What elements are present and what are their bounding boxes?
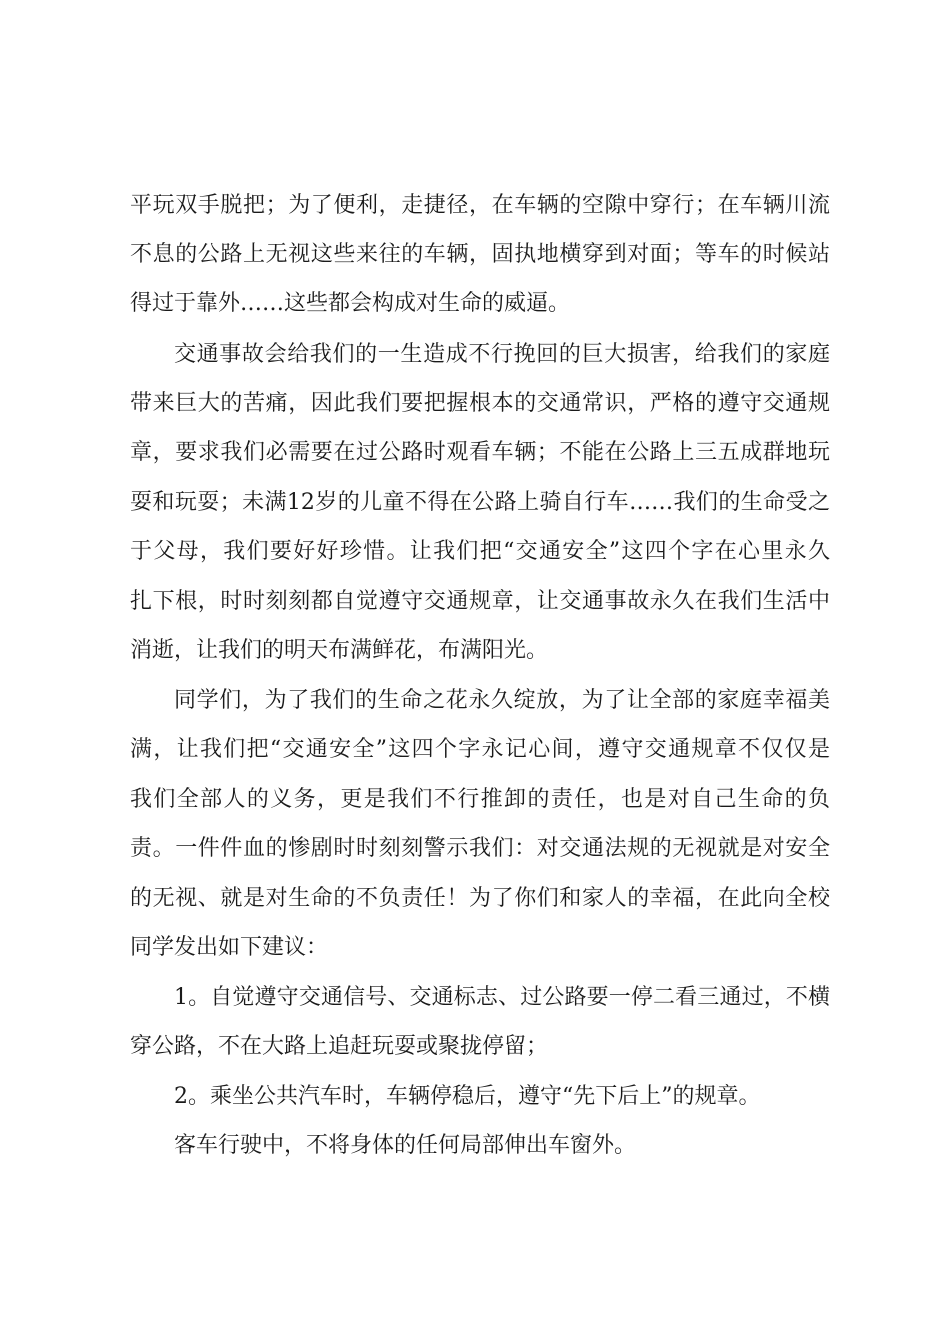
- paragraph-2-line-6: 扎下根，时时刻刻都自觉遵守交通规章，让交通事故永久在我们生活中: [130, 589, 830, 614]
- paragraph-3-line-6: 同学发出如下建议：: [130, 935, 329, 960]
- paragraph-2-line-7: 消逝，让我们的明天布满鲜花，布满阳光。: [130, 638, 549, 663]
- paragraph-2-line-5: 于父母，我们要好好珍惜。让我们把“交通安全”这四个字在心里永久: [130, 539, 830, 564]
- paragraph-3-line-4: 责。一件件血的惨剧时时刻刻警示我们：对交通法规的无视就是对安全: [130, 836, 830, 861]
- paragraph-4-line-1: 1。自觉遵守交通信号、交通标志、过公路要一停二看三通过，不横: [174, 985, 830, 1010]
- paragraph-3-line-1: 同学们，为了我们的生命之花永久绽放，为了让全部的家庭幸福美: [174, 688, 830, 713]
- paragraph-2-line-1: 交通事故会给我们的一生造成不行挽回的巨大损害，给我们的家庭: [174, 342, 830, 367]
- paragraph-1-line-3: 得过于靠外……这些都会构成对生命的威逼。: [130, 291, 571, 316]
- paragraph-3-line-3: 我们全部人的义务，更是我们不行推卸的责任，也是对自己生命的负: [130, 787, 830, 812]
- paragraph-2-line-2: 带来巨大的苦痛，因此我们要把握根本的交通常识，严格的遵守交通规: [130, 391, 830, 416]
- paragraph-1-line-2: 不息的公路上无视这些来往的车辆，固执地横穿到对面；等车的时候站: [130, 242, 830, 267]
- paragraph-2-line-3: 章，要求我们必需要在过公路时观看车辆；不能在公路上三五成群地玩: [130, 440, 830, 465]
- paragraph-6-line-1: 客车行驶中，不将身体的任何局部伸出车窗外。: [174, 1133, 637, 1158]
- paragraph-3-line-5: 的无视、就是对生命的不负责任！为了你们和家人的幸福，在此向全校: [130, 886, 830, 911]
- paragraph-5-line-1: 2。乘坐公共汽车时，车辆停稳后，遵守“先下后上”的规章。: [174, 1084, 761, 1109]
- paragraph-1-line-1: 平玩双手脱把；为了便利，走捷径，在车辆的空隙中穿行；在车辆川流: [130, 193, 830, 218]
- paragraph-3-line-2: 满，让我们把“交通安全”这四个字永记心间，遵守交通规章不仅仅是: [130, 737, 830, 762]
- paragraph-4-line-2: 穿公路，不在大路上追赶玩耍或聚拢停留；: [130, 1034, 549, 1059]
- paragraph-2-line-4: 耍和玩耍；未满12岁的儿童不得在公路上骑自行车……我们的生命受之: [130, 490, 830, 515]
